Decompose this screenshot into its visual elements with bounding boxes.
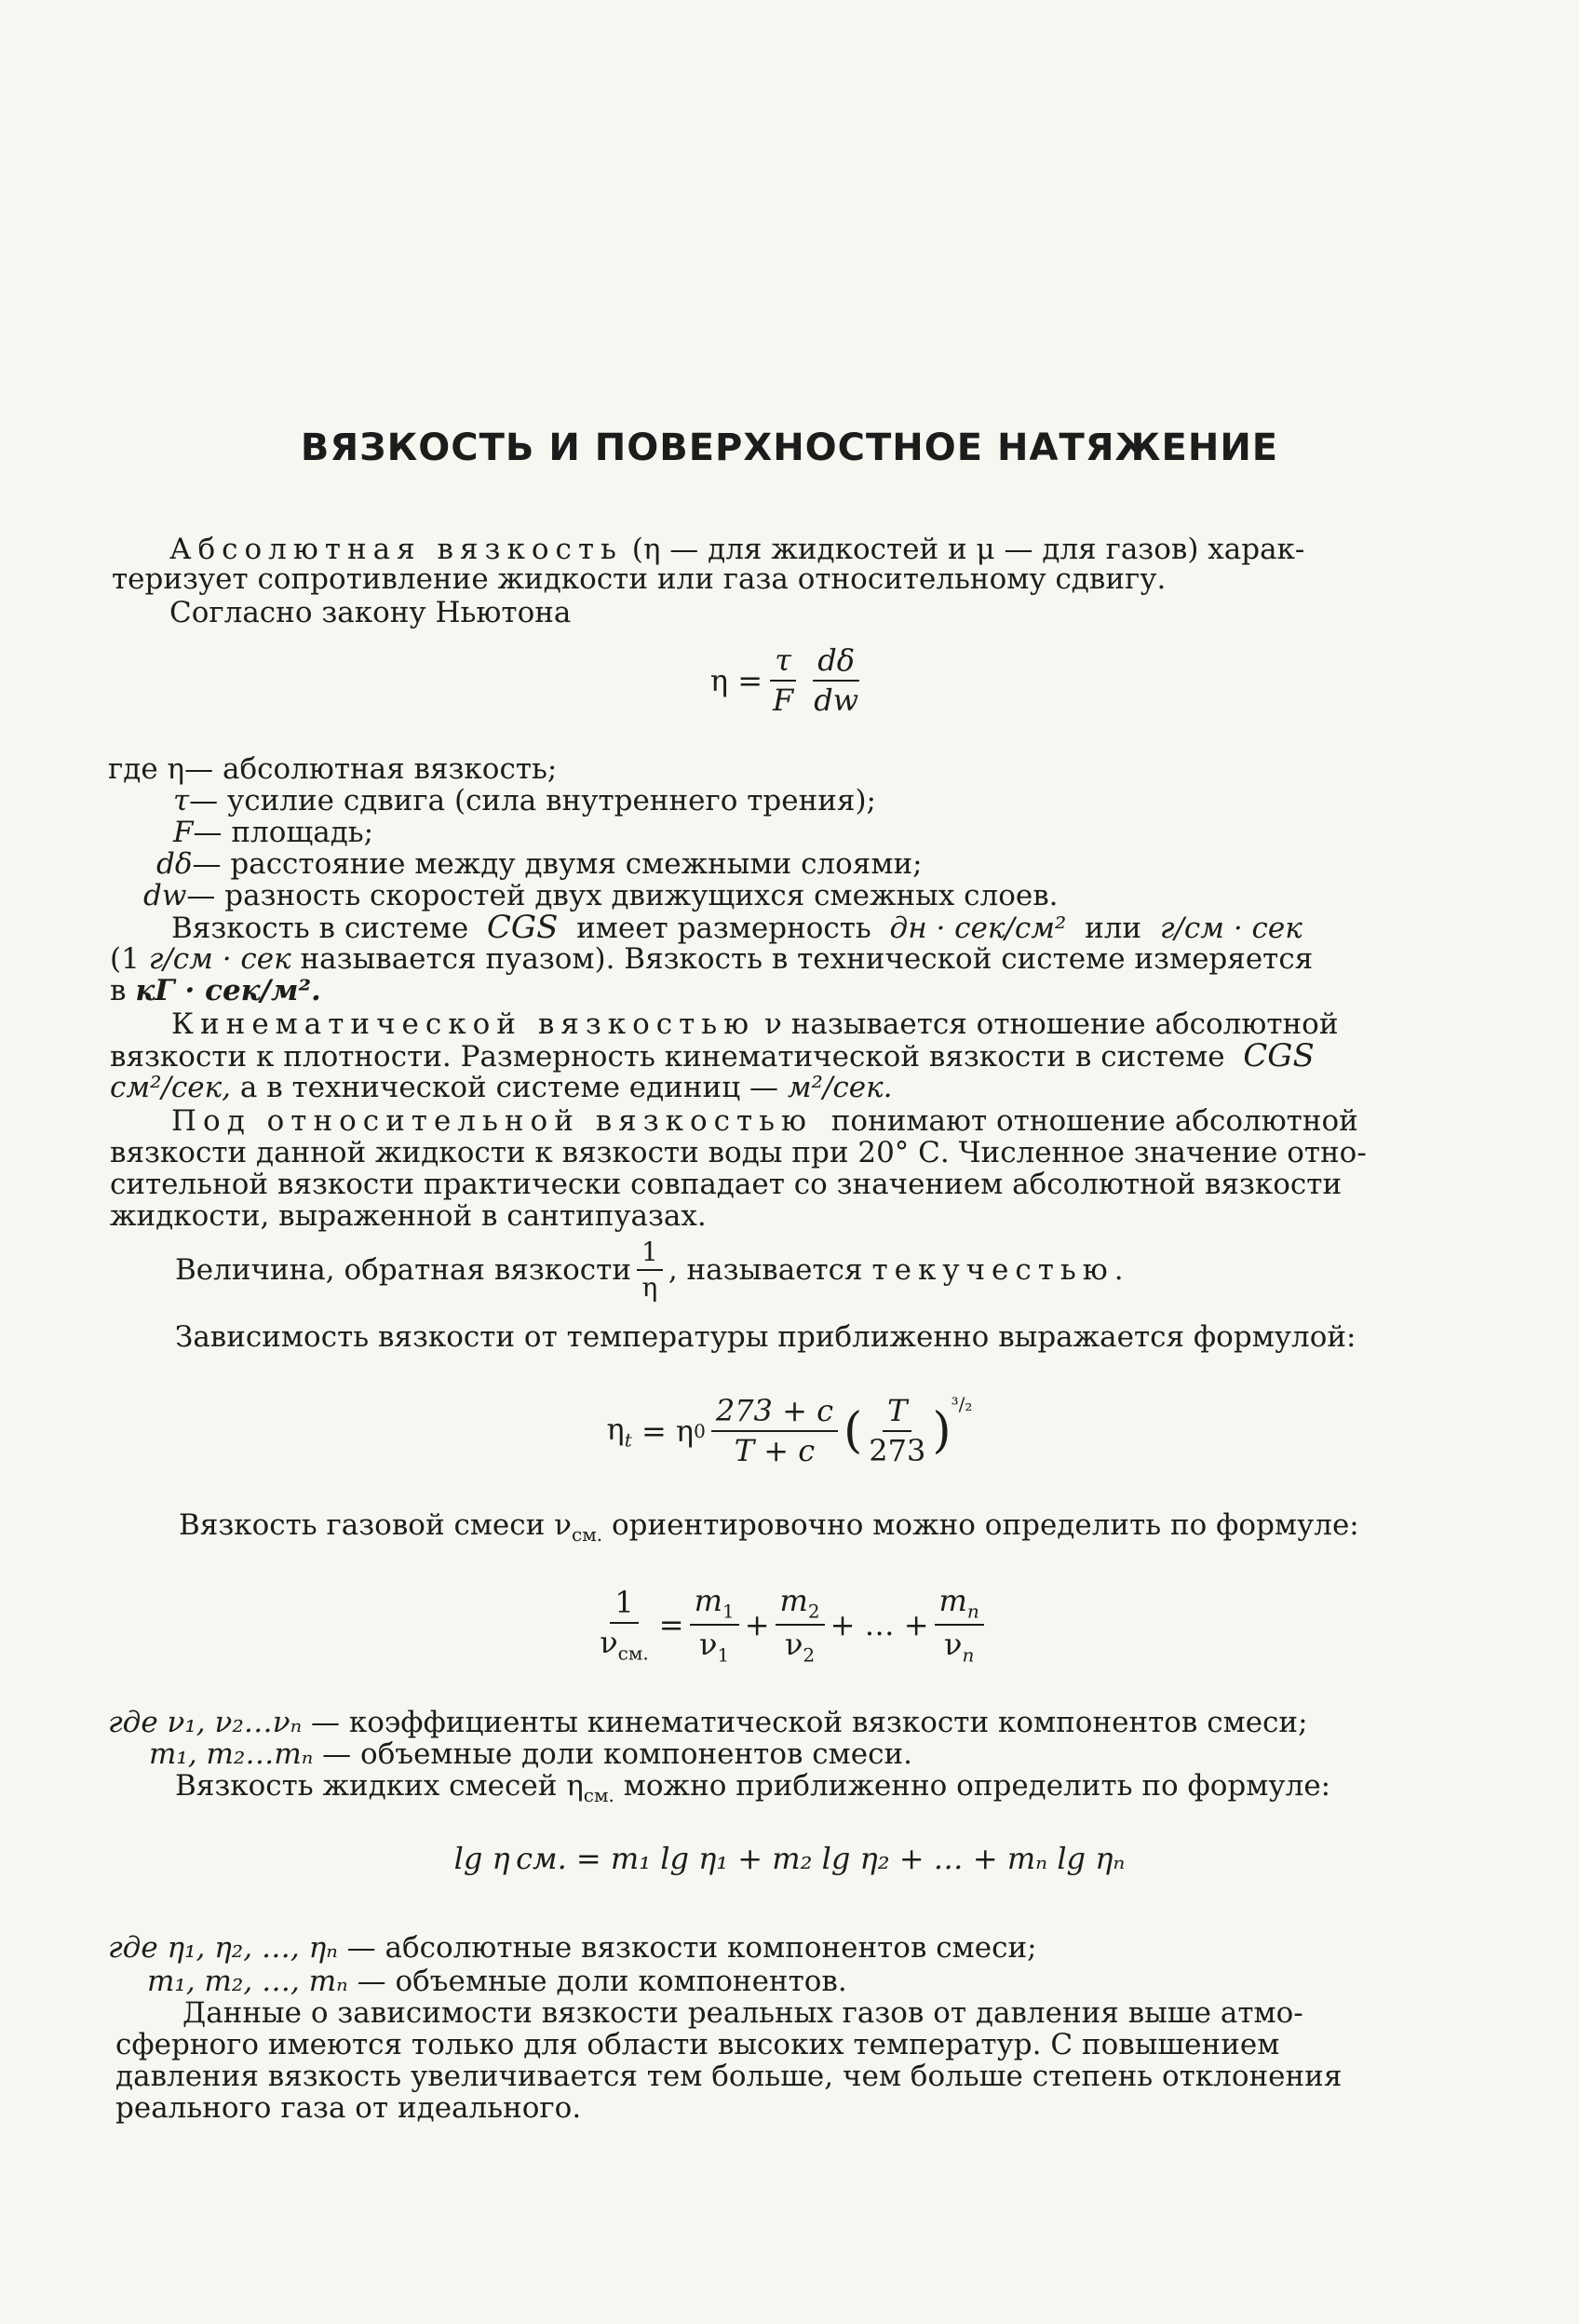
- log-mixture-formula: lg η см. = m₁ lg η₁ + m₂ lg η₂ + … + mₙ lg ηₙ: [453, 1841, 1126, 1876]
- fraction-m1-over-nu1: $\frac{m_1}{\nu_1}$: [690, 1584, 739, 1667]
- relative-line-4: жидкости, выраженной в сантипуазах.: [110, 1199, 707, 1233]
- cgs-line-3: в кГ · сек/м².: [110, 974, 321, 1007]
- final-line-1: Данные о зависимости вязкости реальных газов от давления выше атмо-: [182, 1996, 1303, 2030]
- where1-item: dw— разность скоростей двух движущихся смежных слоев.: [143, 879, 1059, 912]
- where2-line-1: где ν₁, ν₂…νₙ — коэффициенты кинематической вязкости компонентов смеси;: [108, 1706, 1308, 1739]
- fraction-m2-over-nu2: $\frac{m_2}{\nu_2}$: [776, 1584, 825, 1667]
- kinematic-line-3: см²/сек, а в технической системе единиц — м²/сек.: [110, 1071, 893, 1104]
- term-kinematic-viscosity: Кинематической вязкостью: [171, 1007, 756, 1041]
- final-line-3: давления вязкость увеличивается тем больше, чем больше степень отклонения: [115, 2060, 1343, 2093]
- intro-line-2: теризует сопротивление жидкости или газа относительному сдвигу.: [112, 562, 1167, 596]
- where1-item: dδ— расстояние между двумя смежными слоями;: [156, 847, 923, 881]
- temp-intro: Зависимость вязкости от температуры приближенно выражается формулой:: [175, 1320, 1356, 1354]
- where1-item: τ— усилие сдвига (сила внутреннего трения);: [173, 784, 876, 817]
- fraction-one-over-eta: $\frac{1}{\eta}$: [637, 1237, 663, 1303]
- cgs-line-1: Вязкость в системе CGS имеет размерность дн · сек/см² или г/см · сек: [171, 909, 1302, 946]
- fraction-mn-over-nun: $\frac{m_n}{\nu_n}$: [935, 1584, 984, 1667]
- relative-line-3: сительной вязкости практически совпадает со значением абсолютной вязкости: [110, 1168, 1343, 1201]
- term-fluidity: текучестью.: [871, 1253, 1130, 1287]
- final-line-2: сферного имеются только для области высоких температур. С повышением: [115, 2028, 1280, 2061]
- final-line-4: реального газа от идеального.: [115, 2091, 582, 2125]
- page-title: ВЯЗКОСТЬ И ПОВЕРХНОСТНОЕ НАТЯЖЕНИЕ: [300, 426, 1279, 469]
- where2-line-2: m₁, m₂…mₙ — объемные доли компонентов смеси.: [149, 1737, 912, 1771]
- relative-line-2: вязкости данной жидкости к вязкости воды при 20° С. Численное значение отно-: [110, 1136, 1367, 1169]
- gas-mixture-formula: $\frac{1}{\nu_{см.}}$ = $\frac{m_1}{\nu_1}$ + $\frac{m_2}{\nu_2}$ + … + $\frac{m_n}{\nu_n}$: [0, 1574, 1579, 1676]
- fraction-273c-over-tc: $\frac{273 + c}{T + c}$: [711, 1394, 838, 1468]
- fraction-t-over-273: $\frac{T}{273}$: [869, 1393, 926, 1468]
- newton-formula: η = $\frac{\tau}{F}$ $\frac{d\delta}{dw}$: [0, 639, 1579, 723]
- where3-line-2: m₁, m₂, …, mₙ — объемные доли компонентов.: [147, 1965, 847, 1998]
- fraction-one-over-nu-mix: $\frac{1}{\nu_{см.}}$: [600, 1584, 649, 1665]
- intro-line-1: Абсолютная вязкость (η — для жидкостей и μ — для газов) харак-: [169, 533, 1305, 566]
- relative-line-1: Под относительной вязкостью понимают отношение абсолютной: [171, 1104, 1358, 1138]
- term-relative-viscosity: Под относительной вязкостью: [171, 1104, 814, 1138]
- fraction-tau-over-f: $\frac{\tau}{F}$: [768, 643, 798, 718]
- kinematic-line-2: вязкости к плотности. Размерность кинематической вязкости в системе CGS: [110, 1037, 1315, 1074]
- kinematic-line-1: Кинематической вязкостью ν называется отношение абсолютной: [171, 1007, 1339, 1041]
- where3-line-1: где η₁, η₂, …, ηₙ — абсолютные вязкости компонентов смеси;: [108, 1931, 1037, 1965]
- gas-mix-intro: Вязкость газовой смеси $\nu_{см.}$ ориентировочно можно определить по формуле:: [179, 1508, 1359, 1547]
- fluidity-line: Величина, обратная вязкости $\frac{1}{\eta}$ , называется текучестью.: [175, 1236, 1130, 1303]
- cgs-line-2: (1 г/см · сек называется пуазом). Вязкость в технической системе измеряется: [110, 942, 1314, 976]
- where1-item: F— площадь;: [173, 816, 374, 849]
- fraction-ddelta-over-dw: $\frac{d\delta}{dw}$: [814, 642, 859, 718]
- temperature-formula: $\eta_t$ = η 0 $\frac{273 + c}{T + c}$ ( $\frac{T}{273}$ ) $^{^3/_2}$: [606, 1393, 973, 1468]
- intro-line-3: Согласно закону Ньютона: [169, 596, 572, 629]
- term-absolute-viscosity: Абсолютная вязкость: [169, 533, 623, 566]
- where1-item: где η— абсолютная вязкость;: [108, 752, 558, 786]
- liquid-mix-intro: Вязкость жидких смесей $\eta_{см.}$ можно приближенно определить по формуле:: [175, 1769, 1331, 1807]
